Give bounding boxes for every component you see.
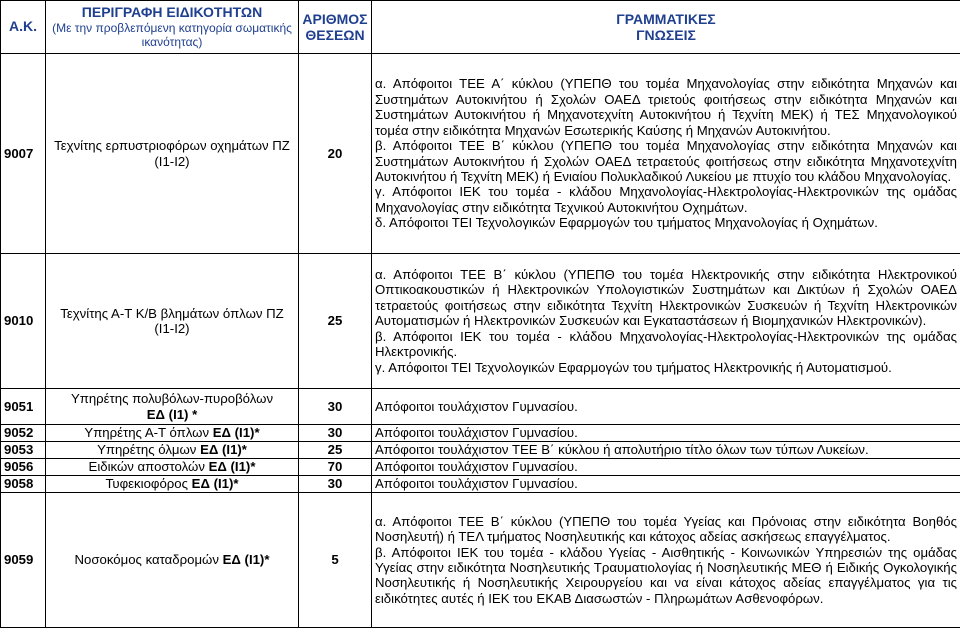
table-row bbox=[1, 459, 960, 476]
row-description bbox=[46, 459, 299, 476]
qualification-item: Απόφοιτοι τουλάχιστον Γυμνασίου. bbox=[375, 425, 578, 441]
qualification-item: Απόφοιτοι τουλάχιστον Γυμνασίου. bbox=[375, 398, 578, 414]
row-description bbox=[46, 425, 299, 442]
row-qualifications bbox=[372, 442, 960, 459]
qualification-item: α. Απόφοιτοι ΤΕΕ Β΄ κύκλου (ΥΠΕΠΘ του τομέα Ηλεκτρονικής στην ειδικότητα Ηλεκτρονικού Οπτικοακουστικών ή Ηλεκτρονικών Υπολογιστικών Συστημάτων και Δικτύων ή Σχολών ΟΑΕΔ τετραετούς φοιτήσεως στην ειδικότητα Τεχνίτη Ηλεκτρονικών Συσκευών ή Τεχνίτη Ηλεκτρονικών Αυτοματισμών ή Ηλεκτρονικών Συσκευών και Εγκαταστάσεων ή Βιομηχανικών Ηλεκτρονικών). bbox=[375, 267, 957, 329]
header-qualifications-line2: ΓΝΩΣΕΙΣ bbox=[636, 27, 696, 43]
row-description-text: Υπηρέτης πολυβόλων-πυροβόλων bbox=[70, 391, 274, 407]
table-row bbox=[1, 442, 960, 459]
qualification-item: γ. Απόφοιτοι ΤΕΙ Τεχνολογικών Εφαρμογών του τμήματος Ηλεκτρονικής ή Αυτοματισμού. bbox=[375, 359, 892, 375]
header-description-subtitle: (Με την προβλεπόμενη κατηγορία σωματικής ικανότητας) bbox=[52, 20, 292, 49]
qualification-item: β. Απόφοιτοι ΙΕΚ του τομέα - κλάδου Μηχανολογίας-Ηλεκτρολογίας-Ηλεκτρονικών της ομάδας Ηλεκτρονικής. bbox=[375, 328, 957, 360]
header-code: Α.Κ. bbox=[1, 1, 46, 54]
row-description bbox=[46, 476, 299, 493]
header-description-title: ΠΕΡΙΓΡΑΦΗ ΕΙΔΙΚΟΤΗΤΩΝ bbox=[81, 4, 263, 21]
header-positions-line1: ΑΡΙΘΜΟΣ bbox=[302, 11, 368, 27]
qualification-item: β. Απόφοιτοι ΙΕΚ του τομέα - κλάδου Υγείας - Αισθητικής - Κοινωνικών Υπηρεσιών της ομάδας Υγείας στην ειδικότητα Νοσηλευτικής Τραυματιολογίας ή Νοσηλευτικής ΜΕΘ ή Ειδικής Ογκολογικής Νοσηλευτικής ή Νοσηλευτικής Χειρουργείου και να είναι κάτοχος αδείας επαγγέλματος για τις ειδικότητες αυτές ή ΙΕΚ του ΕΚΑΒ Διασωστών - Πληρωμάτων Ασθενοφόρων. bbox=[375, 544, 957, 606]
header-description bbox=[46, 1, 299, 54]
row-description: Τεχνίτης ερπυστριοφόρων οχημάτων ΠΖ (Ι1-Ι2) bbox=[46, 54, 299, 254]
row-description-text: Υπηρέτης Α-Τ όπλων bbox=[84, 425, 213, 441]
header-qualifications-line1: ΓΡΑΜΜΑΤΙΚΕΣ bbox=[616, 11, 716, 27]
row-code: 9052 bbox=[1, 425, 46, 442]
row-code: 9007 bbox=[1, 54, 46, 254]
qualification-item: δ. Απόφοιτοι ΤΕΙ Τεχνολογικών Εφαρμογών του τμήματος Μηχανολογίας ή Οχημάτων. bbox=[375, 215, 878, 231]
row-qualifications bbox=[372, 389, 960, 425]
row-description-code: ΕΔ (Ι1)* bbox=[191, 476, 239, 492]
table-row bbox=[1, 254, 960, 389]
qualification-item: β. Απόφοιτοι ΤΕΕ Β΄ κύκλου (ΥΠΕΠΘ του τομέα Μηχανολογίας στην ειδικότητα Μηχανών και Συστημάτων Αυτοκινήτου ή Σχολών ΟΑΕΔ τετραετούς φοιτήσεως στην ειδικότητα Μηχανοτεχνίτη Αυτοκινήτου ή Τεχνίτη ΜΕΚ) ή Ενιαίου Πολυκλαδικού Λυκείου με πτυχίο του κλάδου Μηχανολογίας. bbox=[375, 138, 957, 184]
row-qualifications bbox=[372, 254, 960, 389]
row-positions: 20 bbox=[299, 54, 372, 254]
row-description-code: ΕΔ (Ι1) * bbox=[146, 406, 198, 422]
row-positions: 30 bbox=[299, 425, 372, 442]
row-code: 9051 bbox=[1, 389, 46, 425]
row-qualifications bbox=[372, 493, 960, 628]
header-row bbox=[1, 1, 960, 54]
row-description-text: Ειδικών αποστολών bbox=[88, 459, 209, 475]
row-qualifications bbox=[372, 476, 960, 493]
qualification-item: Απόφοιτοι τουλάχιστον Γυμνασίου. bbox=[375, 459, 578, 475]
qualification-item: α. Απόφοιτοι ΤΕΕ Β΄ κύκλου (ΥΠΕΠΘ του τομέα Υγείας και Πρόνοιας στην ειδικότητα Βοηθός Νοσηλευτή) ή ΤΕΛ τμήματος Νοσηλευτικής και κάτοχος αδείας ασκήσεως επαγγέλματος. bbox=[375, 513, 957, 545]
row-positions: 30 bbox=[299, 389, 372, 425]
row-code: 9010 bbox=[1, 254, 46, 389]
qualification-item: Απόφοιτοι τουλάχιστον ΤΕΕ Β΄ κύκλου ή απολυτήριο τίτλο όλων των τύπων Λυκείων. bbox=[375, 442, 869, 458]
row-qualifications bbox=[372, 425, 960, 442]
row-code: 9059 bbox=[1, 493, 46, 628]
table-row bbox=[1, 54, 960, 254]
row-description bbox=[46, 442, 299, 459]
table-row bbox=[1, 476, 960, 493]
row-description-text: Υπηρέτης όλμων bbox=[97, 442, 201, 458]
header-positions-line2: ΘΕΣΕΩΝ bbox=[305, 27, 365, 43]
row-description-code: ΕΔ (Ι1)* bbox=[212, 425, 260, 441]
qualification-item: α. Απόφοιτοι ΤΕΕ Α΄ κύκλου (ΥΠΕΠΘ του τομέα Μηχανολογίας στην ειδικότητα Μηχανών και Συστημάτων Αυτοκινήτου ή Σχολών ΟΑΕΔ τριετούς φοιτήσεως στην ειδικότητα Μηχανών και Συστημάτων Αυτοκινήτου ή Μηχανοτεχνίτη Αυτοκινήτου ή Τεχνίτη ΜΕΚ) ή ΤΕΣ Μηχανολογικού τομέα στην ειδικότητα Μηχανών Εσωτερικής Καύσης ή Μηχανών Αυτοκινήτου. bbox=[375, 76, 957, 138]
row-positions: 25 bbox=[299, 254, 372, 389]
row-description-code: ΕΔ (Ι1)* bbox=[208, 459, 256, 475]
row-positions: 30 bbox=[299, 476, 372, 493]
qualification-item: Απόφοιτοι τουλάχιστον Γυμνασίου. bbox=[375, 476, 578, 492]
row-description-code: ΕΔ (Ι1)* bbox=[222, 552, 270, 568]
row-description: Τεχνίτης Α-Τ Κ/Β βλημάτων όπλων ΠΖ (Ι1-Ι2) bbox=[46, 254, 299, 389]
row-code: 9056 bbox=[1, 459, 46, 476]
row-positions: 25 bbox=[299, 442, 372, 459]
qualification-item: γ. Απόφοιτοι ΙΕΚ του τομέα - κλάδου Μηχανολογίας-Ηλεκτρολογίας-Ηλεκτρονικών της ομάδας Μηχανολογίας στην ειδικότητα Τεχνικού Αυτοκινήτου Οχημάτων. bbox=[375, 184, 957, 215]
table-row bbox=[1, 425, 960, 442]
table-row bbox=[1, 389, 960, 425]
row-description bbox=[46, 493, 299, 628]
row-qualifications bbox=[372, 54, 960, 254]
row-code: 9058 bbox=[1, 476, 46, 493]
table-row bbox=[1, 493, 960, 628]
row-description bbox=[46, 389, 299, 425]
row-code: 9053 bbox=[1, 442, 46, 459]
header-positions bbox=[299, 1, 372, 54]
header-qualifications bbox=[372, 1, 960, 54]
row-description-code: ΕΔ (Ι1)* bbox=[200, 442, 247, 458]
row-positions: 70 bbox=[299, 459, 372, 476]
row-qualifications bbox=[372, 459, 960, 476]
row-description-text: Τυφεκιοφόρος bbox=[105, 476, 192, 492]
row-description-text: Νοσοκόμος καταδρομών bbox=[74, 552, 223, 568]
row-positions: 5 bbox=[299, 493, 372, 628]
